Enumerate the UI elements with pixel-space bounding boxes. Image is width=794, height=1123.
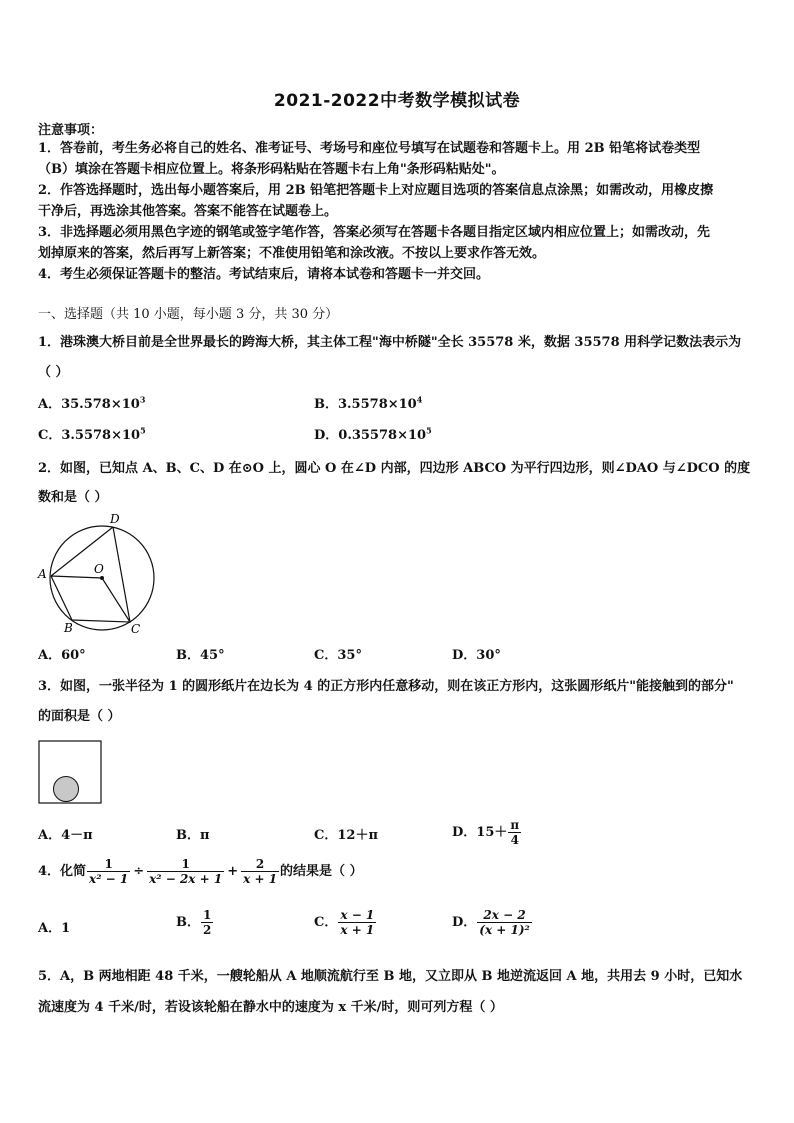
q3-d-fraction: $\frac{\pi}{4}$ bbox=[510, 818, 520, 847]
notice-line-6: 划掉原来的答案，然后再写上新答案；不准使用铅笔和涂改液。不按以上要求作答无效。 bbox=[38, 246, 546, 261]
q4-option-d: D． $\frac{2x - 2}{\text{(x + 1)²}}$ bbox=[452, 908, 530, 937]
notice-line-7: 4．考生必须保证答题卡的整洁。考试结束后，请将本试卷和答题卡一并交回。 bbox=[38, 267, 490, 282]
q1-option-c: C．$3.5578\times 10^5$ bbox=[38, 425, 146, 443]
q2-option-d: D．30° bbox=[452, 648, 501, 663]
notice-line-5: 3．非选择题必须用黑色字迹的钢笔或签字笔作答，答案必须写在答题卡各题目指定区域内相应位置上；如需改动，先 bbox=[38, 225, 711, 240]
q3-option-b: B．π bbox=[176, 828, 210, 843]
q4-option-b: B． $\frac{1}{2}$ bbox=[176, 908, 212, 937]
q1-option-b: B．$3.5578\times 10^4$ bbox=[314, 394, 423, 412]
parallelogram-abco bbox=[51, 576, 130, 622]
q4-option-c: C． $\frac{x - 1}{x + 1}$ bbox=[314, 908, 375, 937]
label-b: B bbox=[64, 621, 73, 635]
q4-stem: 4．化简 $\frac{1}{\text{x² − 1}}$ ÷ $\frac{1}{\text{x² − 2x + 1}}$ + $\frac{2}{x + 1}$ 的结果是（ ） bbox=[38, 857, 363, 886]
center-point-o bbox=[100, 576, 104, 580]
paper-disc bbox=[54, 777, 79, 802]
label-a: A bbox=[38, 567, 47, 581]
q4-option-a: A．1 bbox=[38, 921, 71, 936]
q4-fraction-3: $\frac{2}{x + 1}$ bbox=[243, 857, 278, 886]
q1-stem: 1．港珠澳大桥目前是全世界最长的跨海大桥，其主体工程"海中桥隧"全长 35578 米，数据 35578 用科学记数法表示为 bbox=[38, 335, 742, 350]
notice-heading: 注意事项： bbox=[38, 123, 104, 138]
q3-option-d: D．15＋ $\frac{\pi}{4}$ bbox=[452, 818, 520, 847]
q3-stem-2: 的面积是（ ） bbox=[38, 709, 121, 724]
q3-stem-1: 3．如图，一张半径为 1 的圆形纸片在边长为 4 的正方形内任意移动，则在该正方形内，这张圆形纸片"能接触到的部分" bbox=[38, 679, 734, 694]
q1-option-d: D．$0.35578\times 10^5$ bbox=[314, 425, 432, 443]
q2-option-a: A．60° bbox=[38, 648, 86, 663]
q4-c-fraction: $\frac{x - 1}{x + 1}$ bbox=[340, 908, 375, 937]
q5-line-1: 5．A，B 两地相距 48 千米，一艘轮船从 A 地顺流航行至 B 地，又立即从 B 地逆流返回 A 地，共用去 9 小时，已知水 bbox=[38, 969, 743, 984]
q3-option-c: C．12＋π bbox=[314, 828, 378, 843]
circle-o-figure bbox=[34, 510, 164, 636]
label-d: D bbox=[110, 512, 120, 526]
section-heading: 一、选择题（共 10 小题，每小题 3 分，共 30 分） bbox=[38, 307, 339, 322]
q3-option-a: A．4－π bbox=[38, 828, 93, 843]
notice-line-3: 2．作答选择题时，选出每小题答案后，用 2B 铅笔把答题卡上对应题目选项的答案信息点涂黑；如需改动，用橡皮擦 bbox=[38, 183, 714, 198]
q1-paren: （ ） bbox=[38, 365, 69, 380]
q4-b-fraction: $\frac{1}{2}$ bbox=[203, 908, 212, 937]
label-o: O bbox=[94, 562, 104, 576]
q2-option-b: B．45° bbox=[176, 648, 225, 663]
q4-fraction-1: $\frac{1}{\text{x² − 1}}$ bbox=[89, 857, 129, 886]
q2-stem-2: 数和是（ ） bbox=[38, 490, 108, 505]
square-with-disc-figure bbox=[38, 740, 104, 806]
q4-d-fraction: $\frac{2x - 2}{\text{(x + 1)²}}$ bbox=[479, 908, 530, 937]
q5-line-2: 流速度为 4 千米/时，若设该轮船在静水中的速度为 x 千米/时，则可列方程（ ） bbox=[38, 1000, 503, 1015]
notice-line-1: 1．答卷前，考生务必将自己的姓名、准考证号、考场号和座位号填写在试题卷和答题卡上。用 2B 铅笔将试卷类型 bbox=[38, 141, 701, 156]
notice-line-4: 干净后，再选涂其他答案。答案不能答在试题卷上。 bbox=[38, 204, 338, 219]
notice-line-2: （B）填涂在答题卡相应位置上。将条形码粘贴在答题卡右上角"条形码粘贴处"。 bbox=[38, 162, 505, 177]
page-title: 2021-2022中考数学模拟试卷 bbox=[273, 91, 521, 111]
q2-stem-1: 2．如图，已知点 A、B、C、D 在⊙O 上，圆心 O 在∠D 内部，四边形 ABCO 为平行四边形，则∠DAO 与∠DCO 的度 bbox=[38, 461, 751, 476]
label-c: C bbox=[131, 622, 141, 636]
q2-option-c: C．35° bbox=[314, 648, 362, 663]
q1-option-a: A．$35.578\times 10^3$ bbox=[38, 394, 146, 412]
q4-fraction-2: $\frac{1}{\text{x² − 2x + 1}}$ bbox=[149, 857, 223, 886]
